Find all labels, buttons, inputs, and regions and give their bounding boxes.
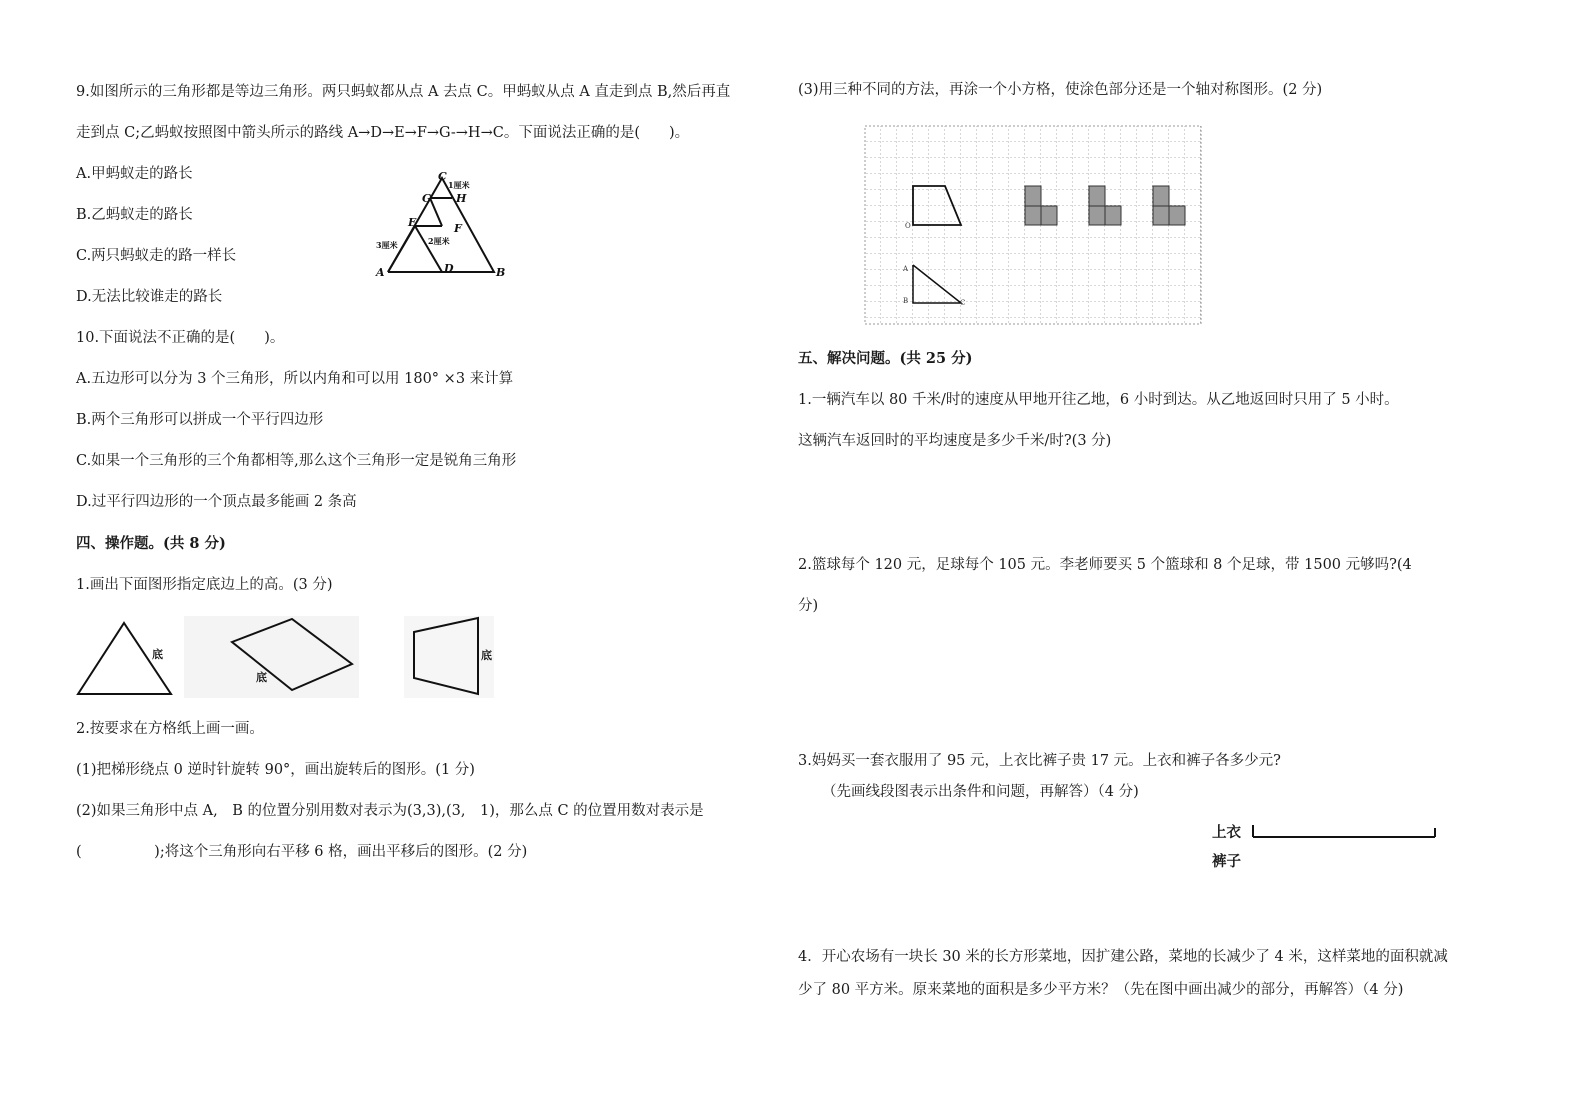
label-b: B	[496, 266, 506, 279]
s4-q1: 1.画出下面图形指定底边上的高。(3 分)	[76, 577, 333, 593]
label-g: G	[422, 192, 432, 205]
grid-label-c: C	[960, 299, 966, 307]
s4-q1-shapes	[74, 614, 504, 700]
label-d: D	[444, 262, 454, 275]
grid-label-o: O	[905, 222, 911, 230]
s4-q2-2-line2: ( );将这个三角形向右平移 6 格，画出平移后的图形。(2 分)	[76, 844, 528, 860]
s5-p3-line1: 3.妈妈买一套衣服用了 95 元，上衣比裤子贵 17 元。上衣和裤子各多少元?	[798, 753, 1281, 769]
label-e: E	[408, 216, 417, 229]
q9-option-d: D.无法比较谁走的路长	[76, 289, 223, 305]
s4-q2-3: (3)用三种不同的方法，再涂一个小方格，使涂色部分还是一个轴对称图形。(2 分)	[798, 82, 1323, 98]
q10-option-d: D.过平行四边形的一个顶点最多能画 2 条高	[76, 494, 357, 510]
q10-option-c: C.如果一个三角形的三个角都相等,那么这个三角形一定是锐角三角形	[76, 453, 517, 469]
section4-title: 四、操作题。(共 8 分)	[76, 535, 226, 552]
base-label-trapezoid: 底	[481, 649, 492, 662]
q10-stem: 10.下面说法不正确的是( )。	[76, 330, 285, 346]
s5-p2-line1: 2.篮球每个 120 元，足球每个 105 元。李老师要买 5 个篮球和 8 个足球，带 1500 元够吗?(4	[798, 557, 1412, 573]
label-3cm: 3厘米	[376, 240, 398, 250]
segment-label-top: 上衣	[1212, 824, 1241, 841]
s5-p4-line2: 少了 80 平方米。原来菜地的面积是多少平方米？（先在图中画出减少的部分，再解答）（4 分)	[798, 982, 1404, 998]
s5-p1-line2: 这辆汽车返回时的平均速度是多少千米/时?(3 分)	[798, 433, 1112, 449]
q10-option-a: A.五边形可以分为 3 个三角形，所以内角和可以用 180° ×3 来计算	[76, 371, 514, 387]
grid-paper-figure	[864, 125, 1204, 327]
s5-p4-line1: 4．开心农场有一块长 30 米的长方形菜地，因扩建公路，菜地的长减少了 4 米，这样菜地的面积就减	[798, 949, 1448, 965]
label-1cm: 1厘米	[448, 180, 470, 190]
grid-label-b: B	[903, 297, 909, 305]
q9-stem-line2: 走到点 C;乙蚂蚁按照图中箭头所示的路线 A→D→E→F→G-→H→C。下面说法正确的是( )。	[76, 125, 690, 141]
s4-q2: 2.按要求在方格纸上画一画。	[76, 721, 264, 737]
base-label-triangle: 底	[152, 648, 163, 661]
label-c: C	[438, 170, 447, 183]
s5-p2-line2: 分)	[798, 598, 819, 614]
base-label-parallelogram: 底	[256, 671, 267, 684]
q10-option-b: B.两个三角形可以拼成一个平行四边形	[76, 412, 324, 428]
q9-option-b: B.乙蚂蚁走的路长	[76, 207, 193, 223]
s5-p3-line2: （先画线段图表示出条件和问题，再解答）（4 分)	[822, 784, 1139, 800]
s5-p1-line1: 1.一辆汽车以 80 千米/时的速度从甲地开往乙地，6 小时到达。从乙地返回时只用了 5 小时。	[798, 392, 1399, 408]
q9-option-a: A.甲蚂蚁走的路长	[76, 166, 193, 182]
label-2cm: 2厘米	[428, 236, 450, 246]
grid-label-a: A	[903, 265, 909, 273]
label-a: A	[376, 266, 385, 279]
q9-option-c: C.两只蚂蚁走的路一样长	[76, 248, 237, 264]
segment-diagram-line	[1250, 824, 1440, 840]
section5-title: 五、解决问题。(共 25 分)	[798, 350, 973, 367]
q9-triangle-figure	[372, 170, 512, 282]
s4-q2-2-line1: (2)如果三角形中点 A, B 的位置分别用数对表示为(3,3),(3, 1)，那么点 C 的位置用数对表示是	[76, 803, 704, 819]
q9-stem-line1: 9.如图所示的三角形都是等边三角形。两只蚂蚁都从点 A 去点 C。甲蚂蚁从点 A 直走到点 B,然后再直	[76, 84, 731, 100]
segment-label-pants: 裤子	[1212, 853, 1241, 870]
label-f: F	[454, 222, 462, 235]
s4-q2-1: (1)把梯形绕点 0 逆时针旋转 90°，画出旋转后的图形。(1 分)	[76, 762, 475, 778]
label-h: H	[456, 192, 467, 205]
